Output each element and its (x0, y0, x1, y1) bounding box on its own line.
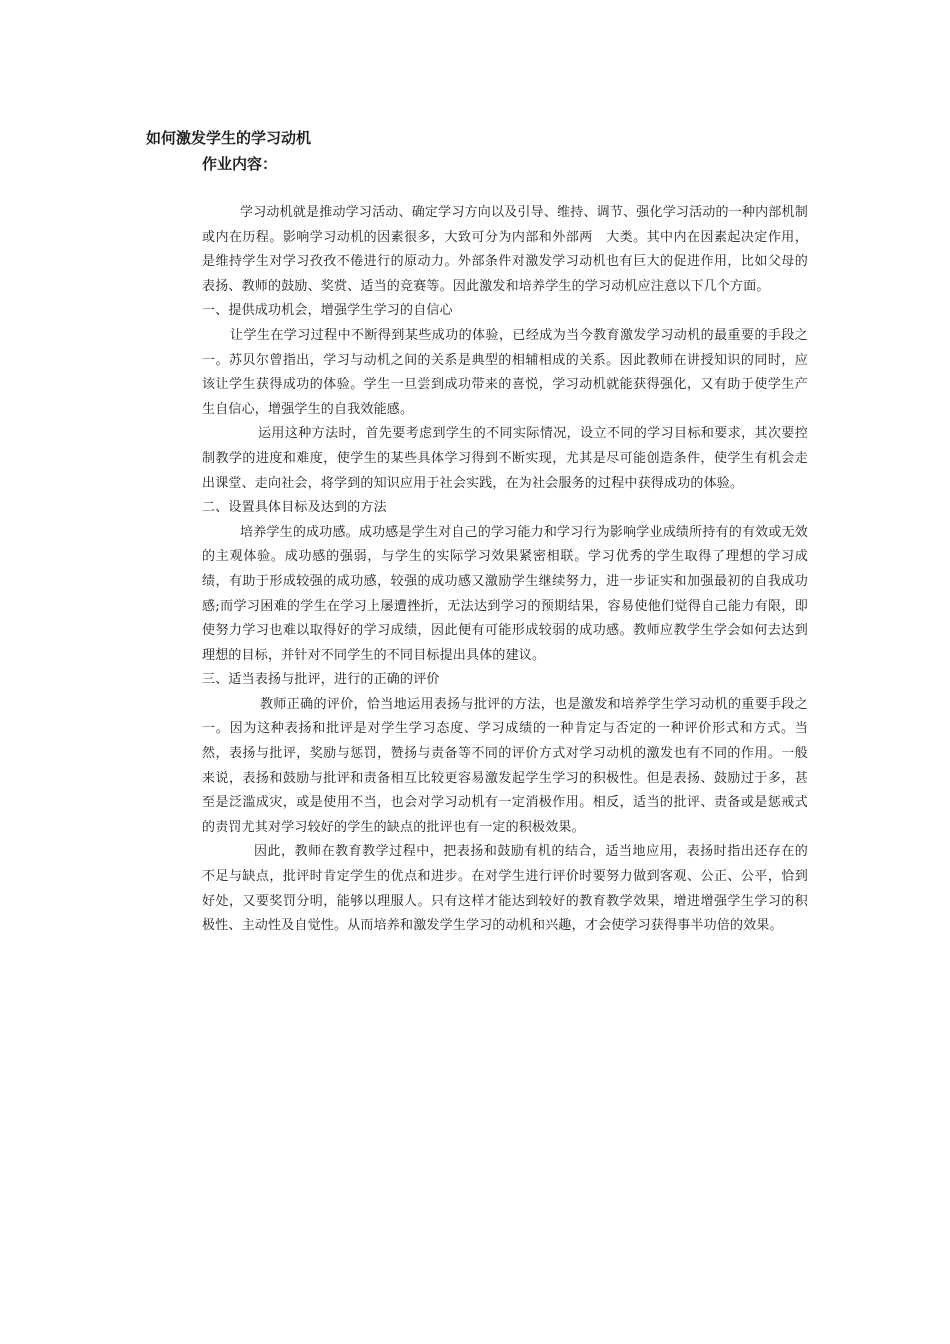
section-2-paragraph-1: 培养学生的成功感。成功感是学生对自己的学习能力和学习行为影响学业成绩所持有的有效或无效的主观体验。成功感的强弱，与学生的实际学习效果紧密相联。学习优秀的学生取得了理想的学习成绩，有助于形成较强的成功感，较强的成功感又激励学生继续努力，进一步证实和加强最初的自我成功感;而学习困难的学生在学习上屡遭挫折，无法达到学习的预期结果，容易使他们觉得自己能力有限，即使努力学习也难以取得好的学习成绩，因此便有可能形成较弱的成功感。教师应教学生学会如何去达到理想的目标，并针对不同学生的不同目标提出具体的建议。 (202, 524, 808, 663)
section-3-paragraph-2: 因此，教师在教育教学过程中，把表扬和鼓励有机的结合，适当地应用，表扬时指出还存在的不足与缺点，批评时肯定学生的优点和进步。在对学生进行评价时要努力做到客观、公正、公平，恰到好处，又要奖罚分明，能够以理服人。只有这样才能达到较好的教育教学效果，增进增强学生学习的积极性、主动性及自觉性。从而培养和激发学生学习的动机和兴趣，才会使学习获得事半功倍的效果。 (202, 844, 808, 934)
section-1-paragraph-2: 运用这种方法时，首先要考虑到学生的不同实际情况，设立不同的学习目标和要求，其次要控制教学的进度和难度，使学生的某些具体学习得到不断实现，尤其是尽可能创造条件，使学生有机会走出课堂、走向社会，将学到的知识应用于社会实践，在为社会服务的过程中获得成功的体验。 (202, 426, 808, 491)
section-heading-3: 三、适当表扬与批评，进行的正确的评价 (202, 672, 440, 688)
document-title: 如何激发学生的学习动机 (146, 129, 312, 147)
document-body (202, 201, 808, 939)
section-heading-2: 二、设置具体目标及达到的方法 (202, 500, 387, 516)
section-3-paragraph-1: 教师正确的评价，恰当地运用表扬与批评的方法，也是激发和培养学生学习动机的重要手段之一。因为这种表扬和批评是对学生学习态度、学习成绩的一种肯定与否定的一种评价形式和方式。当然，表扬与批评，奖励与惩罚，赞扬与责备等不同的评价方式对学习动机的激发也有不同的作用。一般来说，表扬和鼓励与批评和责备相互比较更容易激发起学生学习的积极性。但是表扬、鼓励过于多，甚至是泛滥成灾，或是使用不当，也会对学习动机有一定消极作用。相反，适当的批评、责备或是惩戒式的责罚尤其对学习较好的学生的缺点的批评也有一定的积极效果。 (202, 696, 808, 835)
intro-paragraph: 学习动机就是推动学习活动、确定学习方向以及引导、维持、调节、强化学习活动的一种内部机制或内在历程。影响学习动机的因素很多，大致可分为内部和外部两 大类。其中内在因素起决定作用，是维持学生对学习孜孜不倦进行的原动力。外部条件对激发学习动机也有巨大的促进作用，比如父母的表扬、教师的鼓励、奖赏、适当的竞赛等。因此激发和培养学生的学习动机应注意以下几个方面。 (202, 205, 808, 294)
section-heading-1: 一、提供成功机会，增强学生学习的自信心 (202, 303, 453, 319)
document-subtitle: 作业内容： (202, 155, 278, 173)
section-1-paragraph-1: 让学生在学习过程中不断得到某些成功的体验，已经成为当今教育激发学习动机的最重要的手段之一。苏贝尔曾指出，学习与动机之间的关系是典型的相辅相成的关系。因此教师在讲授知识的同时，应该让学生获得成功的体验。学生一旦尝到成功带来的喜悦，学习动机就能获得强化，又有助于使学生产生自信心，增强学生的自我效能感。 (202, 327, 808, 417)
